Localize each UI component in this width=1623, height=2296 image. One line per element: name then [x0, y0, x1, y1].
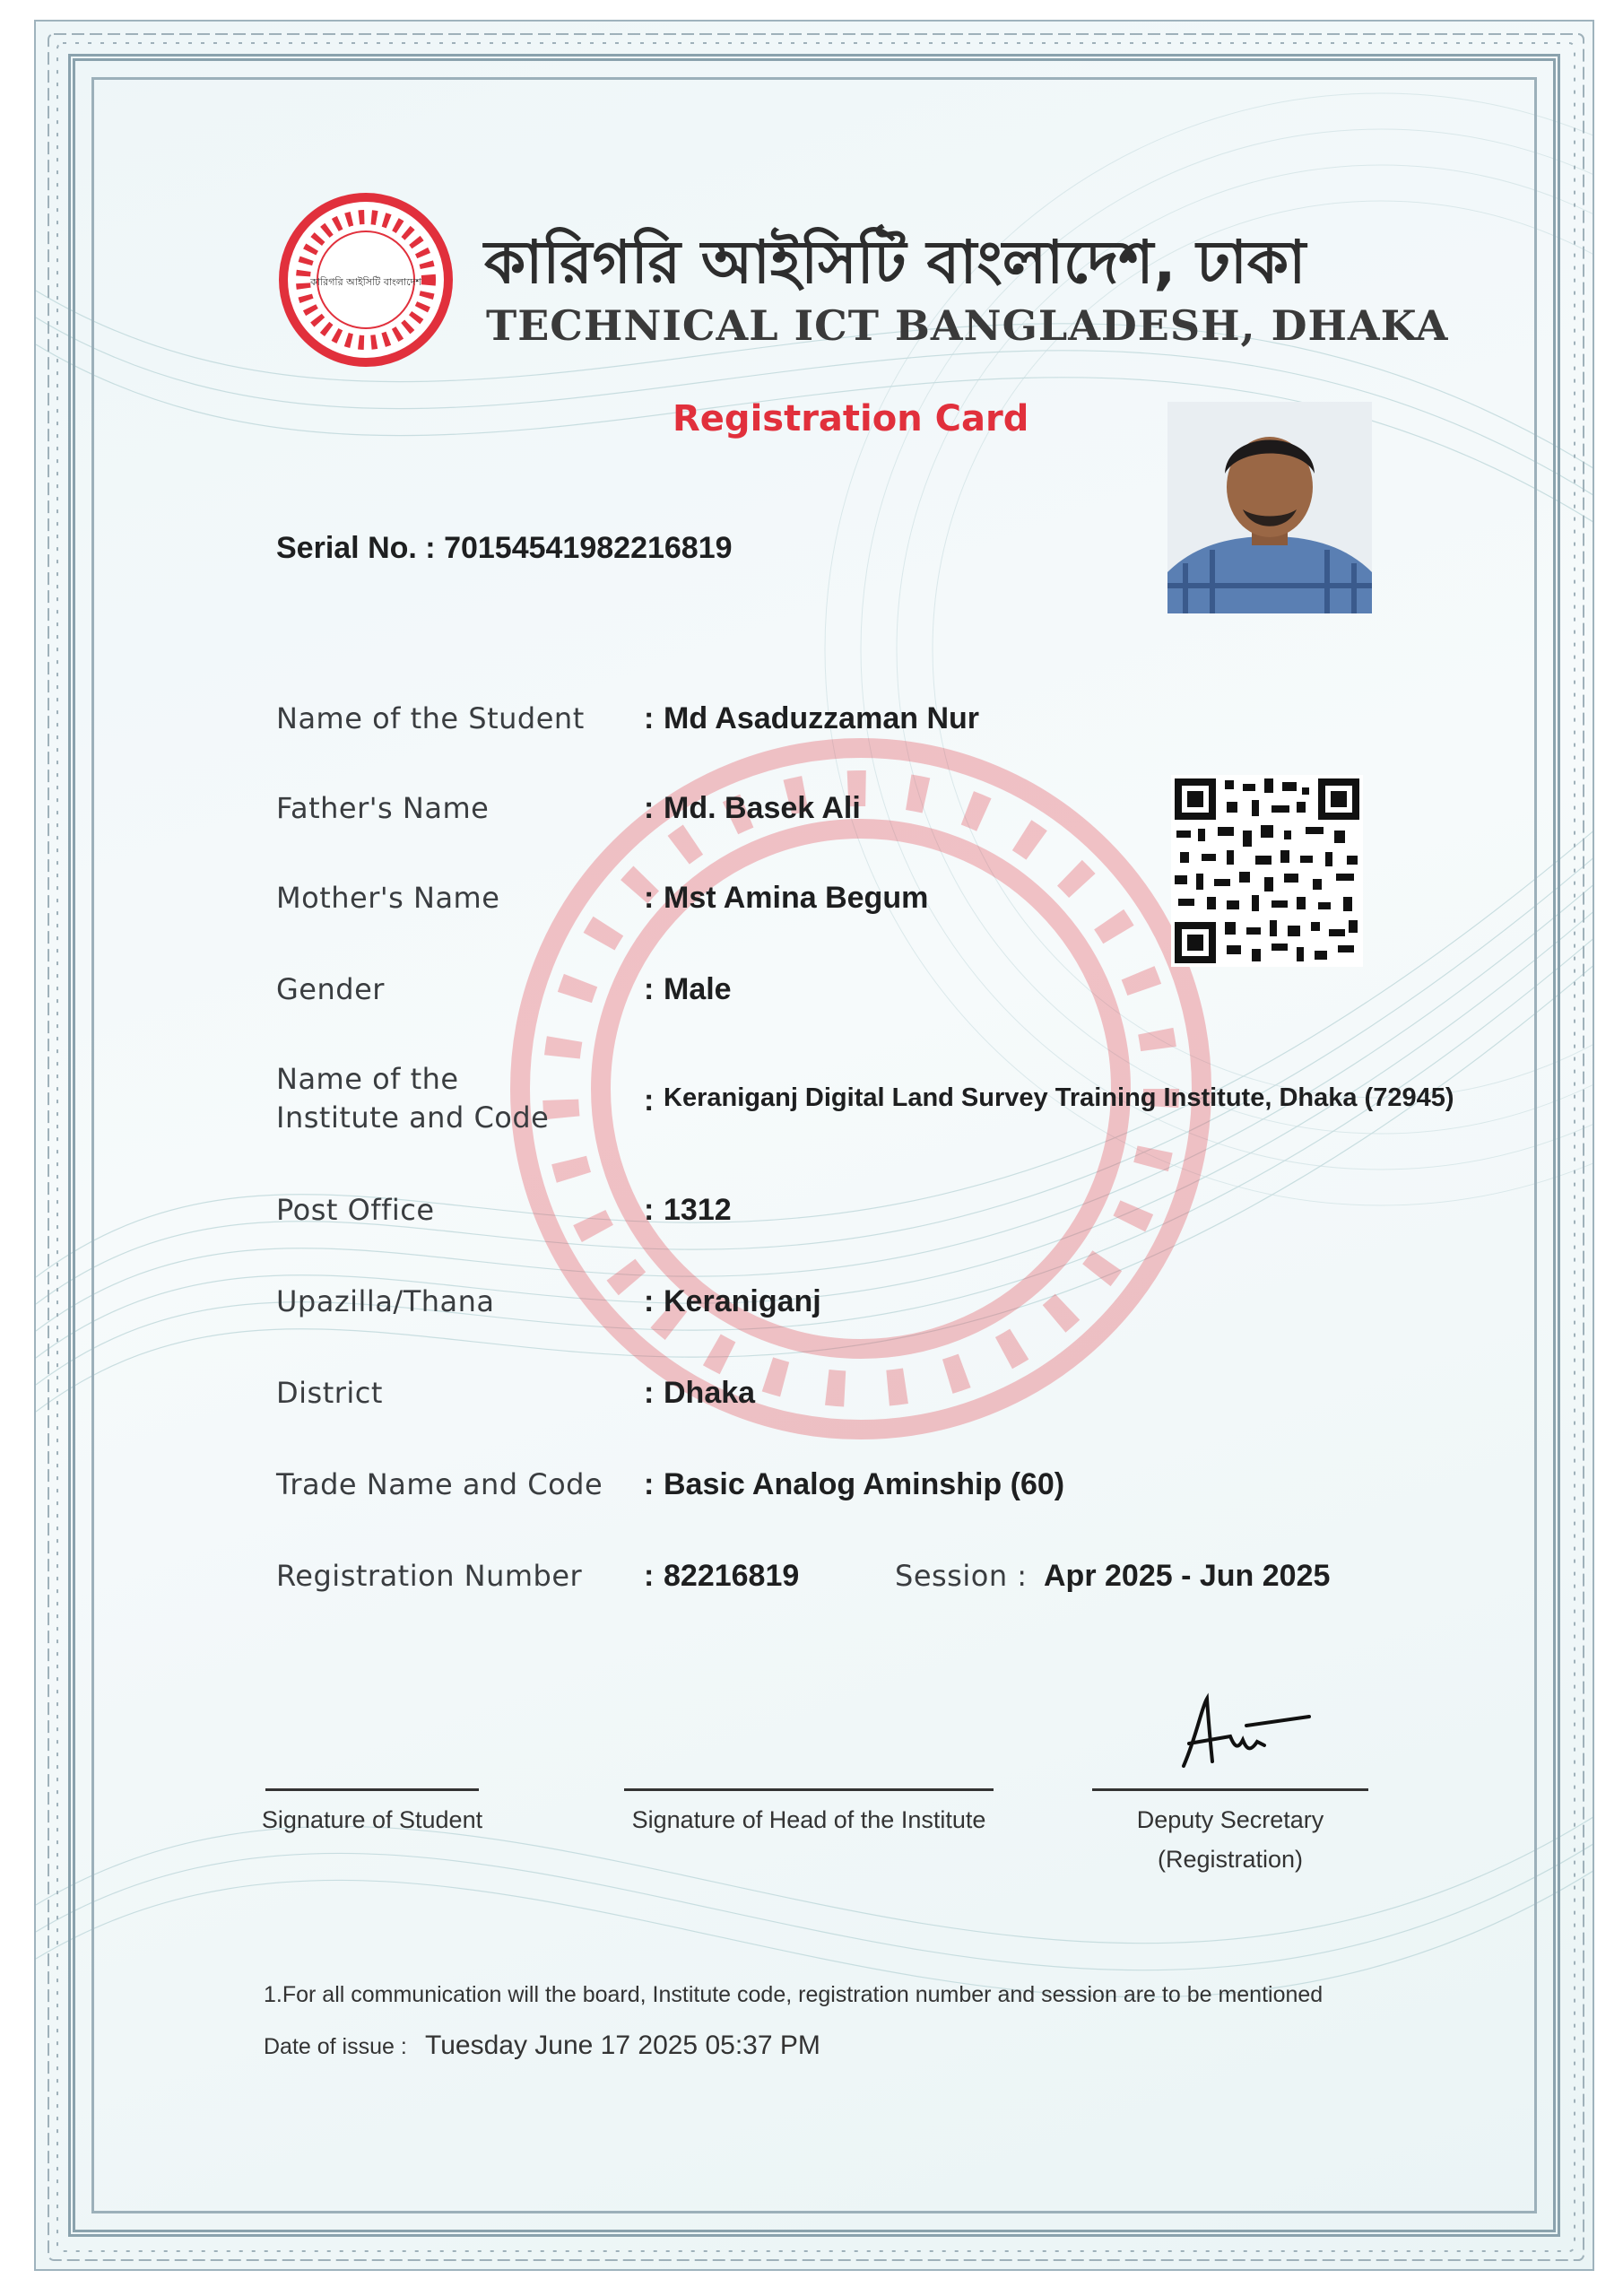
english-title: TECHNICAL ICT BANGLADESH, DHAKA: [486, 301, 1449, 350]
field-colon: :: [644, 1284, 655, 1318]
serial-label: Serial No. :: [276, 531, 436, 565]
field-label-mother-name: Mother's Name: [276, 881, 500, 915]
field-value-trade: Basic Analog Aminship (60): [664, 1467, 1065, 1501]
session-value: Apr 2025 - Jun 2025: [1044, 1559, 1331, 1593]
student-photo: [1167, 402, 1372, 613]
qr-code: [1171, 775, 1363, 967]
field-value-upazilla: Keraniganj: [664, 1284, 821, 1318]
field-label-institute-line1: Name of the: [276, 1062, 459, 1096]
field-label-gender: Gender: [276, 972, 385, 1006]
field-value-gender: Male: [664, 972, 732, 1006]
deputy-signature-line: [1092, 1788, 1368, 1791]
student-signature-line: [265, 1788, 479, 1791]
field-label-post-office: Post Office: [276, 1193, 435, 1227]
student-signature-label: Signature of Student: [261, 1806, 483, 1833]
card-title: Registration Card: [673, 398, 1029, 439]
session-label: Session :: [895, 1559, 1028, 1593]
field-value-post-office: 1312: [664, 1193, 732, 1227]
field-colon: :: [644, 1083, 655, 1118]
field-label-upazilla: Upazilla/Thana: [276, 1284, 495, 1318]
serial-value: 70154541982216819: [444, 531, 733, 565]
head-signature-label: Signature of Head of the Institute: [631, 1806, 986, 1833]
field-colon: :: [644, 1467, 655, 1501]
field-colon: :: [644, 881, 655, 915]
field-colon: :: [644, 972, 655, 1006]
field-label-father-name: Father's Name: [276, 791, 490, 825]
issue-date-value: Tuesday June 17 2025 05:37 PM: [425, 2031, 820, 2060]
field-colon: :: [644, 701, 655, 735]
registration-card: [34, 20, 1594, 2271]
institution-logo: [276, 190, 456, 370]
field-value-father-name: Md. Basek Ali: [664, 791, 861, 825]
field-value-district: Dhaka: [664, 1376, 756, 1410]
deputy-signature-label-line1: Deputy Secretary: [1136, 1806, 1324, 1833]
head-signature-line: [624, 1788, 994, 1791]
deputy-signature: [1157, 1690, 1318, 1779]
footer-note: 1.For all communication will the board, Institute code, registration number and session are to be mentioned: [264, 1982, 1324, 2007]
field-value-mother-name: Mst Amina Begum: [664, 881, 929, 915]
serial-number: [276, 531, 733, 566]
field-value-student-name: Md Asaduzzaman Nur: [664, 701, 980, 735]
field-colon: :: [644, 1559, 655, 1593]
field-colon: :: [644, 1376, 655, 1410]
field-colon: :: [644, 1193, 655, 1227]
logo-text: কারিগরি আইসিটি বাংলাদেশ: [310, 276, 421, 288]
field-colon: :: [644, 791, 655, 825]
field-label-institute-line2: Institute and Code: [276, 1100, 550, 1135]
deputy-signature-label-line2: (Registration): [1157, 1846, 1304, 1873]
field-label-registration-number: Registration Number: [276, 1559, 583, 1593]
bangla-title: কারিগরি আইসিটি বাংলাদেশ, ঢাকা: [484, 228, 1306, 297]
field-label-trade: Trade Name and Code: [276, 1467, 603, 1501]
field-value-institute: Keraniganj Digital Land Survey Training Institute, Dhaka (72945): [664, 1083, 1454, 1112]
issue-date-label: Date of issue :: [264, 2034, 407, 2059]
field-label-student-name: Name of the Student: [276, 701, 585, 735]
field-label-district: District: [276, 1376, 383, 1410]
field-value-registration-number: 82216819: [664, 1559, 800, 1593]
